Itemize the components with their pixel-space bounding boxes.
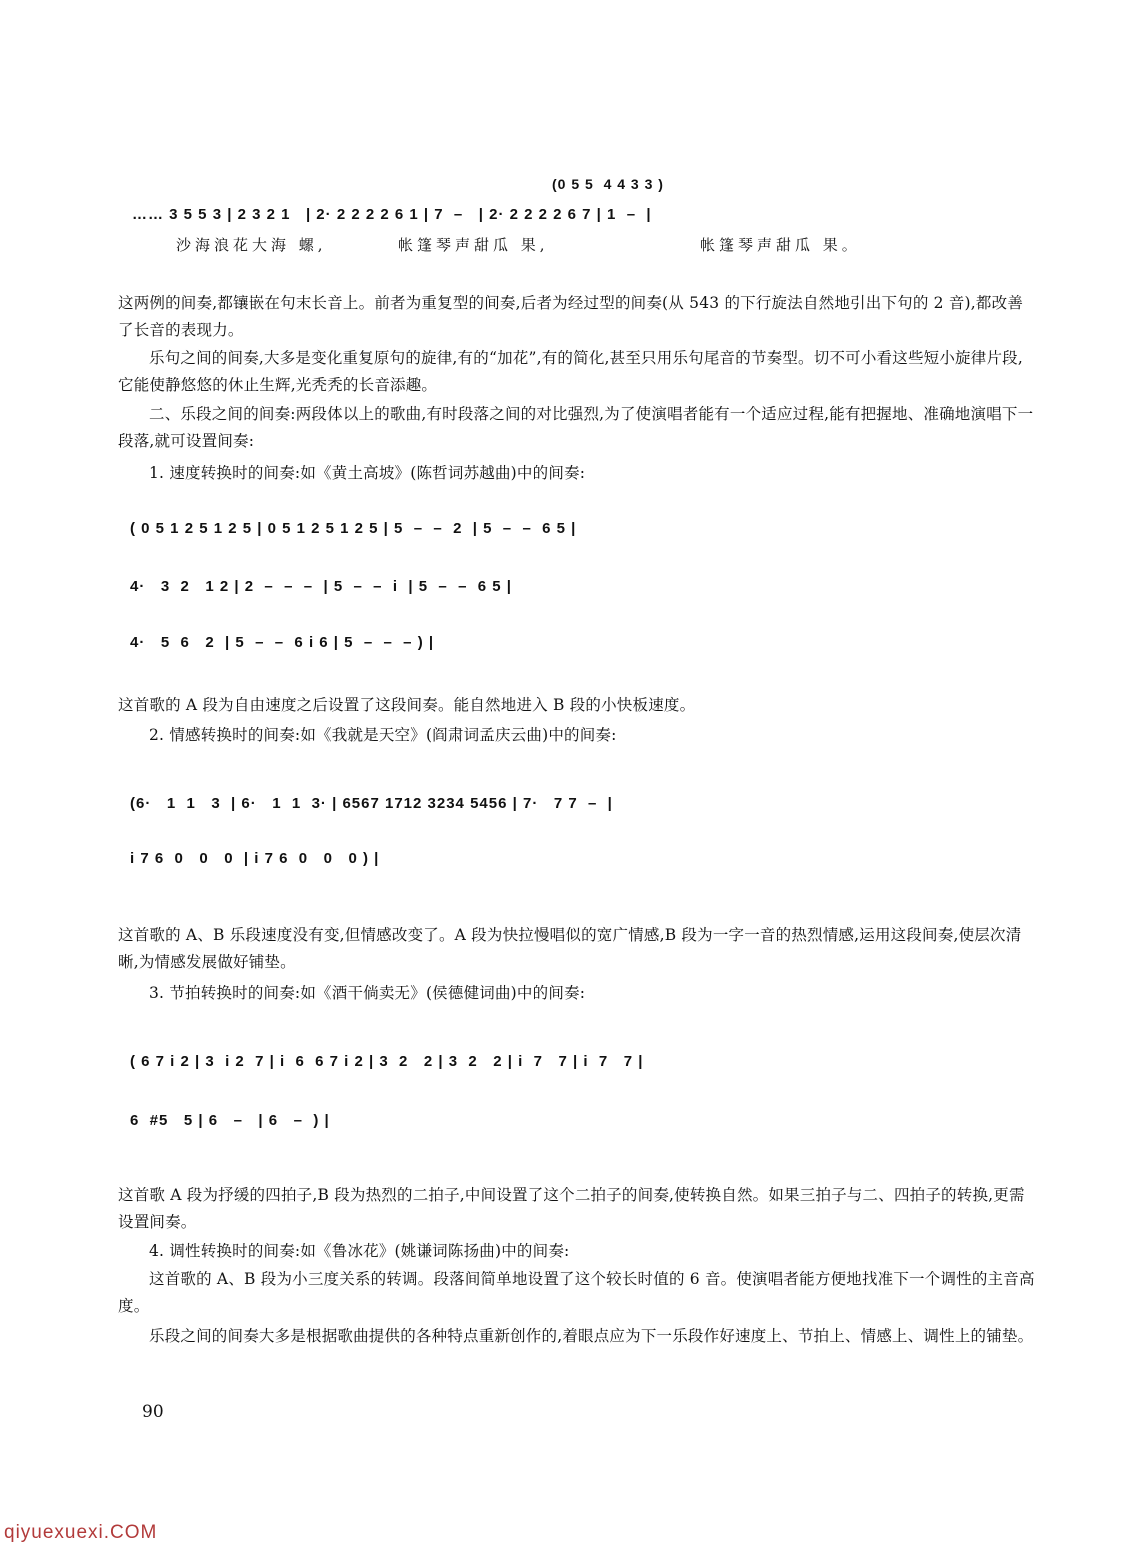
notation-line-1: …… 3 5 5 3 | 2 3 2 1 | 2· 2 2 2 2 6 1 | 7 – | 2· 2 2 2 2 6 7 | 1 – |	[132, 206, 652, 223]
notation-ex3-row-1: (6· 1 1 3 | 6· 1 1 3· | 6567 1712 3234 5456 | 7· 7 7 – |	[130, 795, 613, 812]
paragraph-7: 这首歌的 A、B 段为小三度关系的转调。段落间简单地设置了这个较长时值的 6 音。使演唱者能方便地找准下一个调性的主音高度。	[118, 1270, 1035, 1315]
paragraph-8: 乐段之间的间奏大多是根据歌曲提供的各种特点重新创作的,着眼点应为下一乐段作好速度上、节拍上、情感上、调性上的铺垫。	[149, 1327, 1034, 1345]
paragraph-4: 这首歌的 A 段为自由速度之后设置了这段间奏。能自然地进入 B 段的小快板速度。	[118, 696, 696, 714]
lyrics-line-1a: 沙海浪花大海 螺,	[176, 236, 327, 254]
notation-ex4-row-2: 6 #5 5 | 6 – | 6 – ) |	[130, 1112, 330, 1129]
heading-2: 2. 情感转换时的间奏:如《我就是天空》(阎肃词孟庆云曲)中的间奏:	[149, 726, 617, 744]
interlude-notation: (0 5 5 4 4 3 3 )	[552, 176, 664, 192]
notation-ex2-row-1: ( 0 5 1 2 5 1 2 5 | 0 5 1 2 5 1 2 5 | 5 – – 2 | 5 – – 6 5 |	[130, 520, 577, 537]
paragraph-3: 二、乐段之间的间奏:两段体以上的歌曲,有时段落之间的对比强烈,为了使演唱者能有一个适应过程,能有把握地、准确地演唱下一段落,就可设置间奏:	[118, 405, 1034, 450]
paragraph-2: 乐句之间的间奏,大多是变化重复原句的旋律,有的“加花”,有的简化,甚至只用乐句尾音的节奏型。切不可小看这些短小旋律片段,它能使静悠悠的休止生辉,光秃秃的长音添趣。	[118, 349, 1023, 394]
lyrics-line-1c: 帐篷琴声甜瓜 果。	[700, 236, 861, 254]
paragraph-1: 这两例的间奏,都镶嵌在句末长音上。前者为重复型的间奏,后者为经过型的间奏(从 543 的下行旋法自然地引出下句的 2 音),都改善了长音的表现力。	[118, 294, 1024, 339]
heading-3: 3. 节拍转换时的间奏:如《酒干倘卖无》(侯德健词曲)中的间奏:	[149, 984, 586, 1002]
page-number: 90	[142, 1402, 164, 1422]
heading-4: 4. 调性转换时的间奏:如《鲁冰花》(姚谦词陈扬曲)中的间奏:	[149, 1242, 570, 1260]
watermark: qiyuexuexi.COM	[4, 1522, 158, 1543]
notation-ex2-row-3: 4· 5 6 2 | 5 – – 6 i 6 | 5 – – – ) |	[130, 634, 435, 651]
notation-ex3-row-2: i 7 6 0 0 0 | i 7 6 0 0 0 ) |	[130, 850, 380, 867]
notation-ex4-row-1: ( 6 7 i 2 | 3 i 2 7 | i 6 6 7 i 2 | 3 2 2 | 3 2 2 | i 7 7 | i 7 7 |	[130, 1053, 644, 1070]
paragraph-6: 这首歌 A 段为抒缓的四拍子,B 段为热烈的二拍子,中间设置了这个二拍子的间奏,使转换自然。如果三拍子与二、四拍子的转换,更需设置间奏。	[118, 1186, 1025, 1231]
paragraph-5: 这首歌的 A、B 乐段速度没有变,但情感改变了。A 段为快拉慢唱似的宽广情感,B 段为一字一音的热烈情感,运用这段间奏,使层次清晰,为情感发展做好铺垫。	[118, 926, 1022, 971]
notation-ex2-row-2: 4· 3 2 1 2 | 2 – – – | 5 – – i | 5 – – 6 5 |	[130, 578, 512, 595]
heading-1: 1. 速度转换时的间奏:如《黄土高坡》(陈哲词苏越曲)中的间奏:	[149, 464, 586, 482]
lyrics-line-1b: 帐篷琴声甜瓜 果,	[398, 236, 549, 254]
